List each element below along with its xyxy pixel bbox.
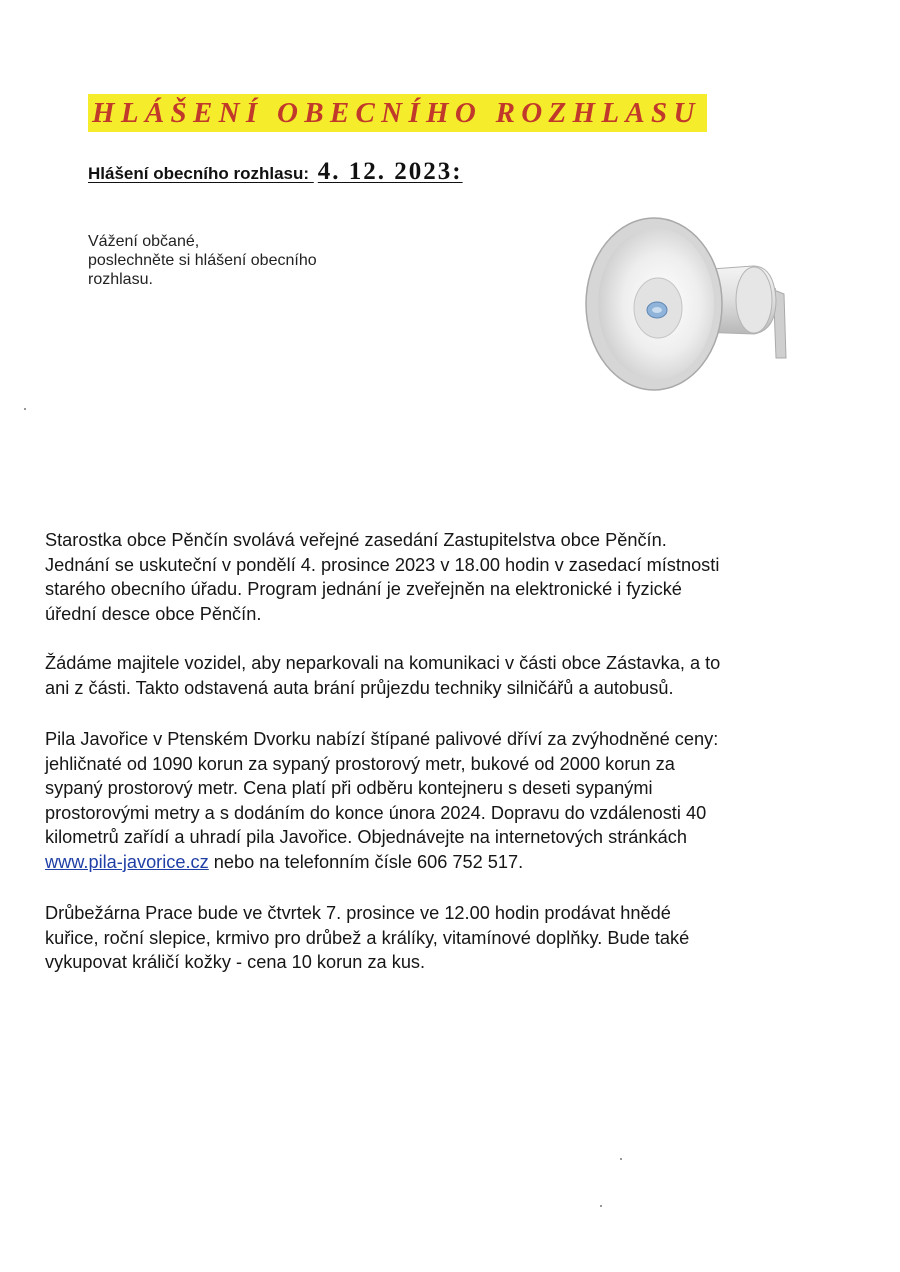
website-link[interactable]: www.pila-javorice.cz xyxy=(45,851,209,872)
greeting-line: Vážení občané, xyxy=(88,233,200,250)
paragraph-line: Pila Javořice v Ptenském Dvorku nabízí štípané palivové dříví za zvýhodněné ceny: xyxy=(45,729,719,749)
paragraph-line: ani z části. Takto odstavená auta brání průjezdu techniky silničářů a autobusů. xyxy=(45,677,674,698)
paragraph-line: Starostka obce Pěnčín svolává veřejné zasedání Zastupitelstva obce Pěnčín. xyxy=(45,530,667,550)
paragraph-line: prostorovými metry a s dodáním do konce února 2024. Dopravu do vzdálenosti 40 xyxy=(45,802,707,823)
paragraph-line: úřední desce obce Pěnčín. xyxy=(45,603,262,624)
subtitle-label: Hlášení obecního rozhlasu: xyxy=(88,164,310,183)
announcement-poultry xyxy=(45,901,875,975)
paragraph-line: jehličnaté od 1090 korun za sypaný prostorový metr, bukové od 2000 korun za xyxy=(45,753,675,774)
announcement-date: 4. 12. 2023: xyxy=(317,158,463,185)
phone-text: nebo na telefonním čísle 606 752 517. xyxy=(208,851,524,872)
announcement-date-heading xyxy=(88,158,463,186)
megaphone-icon xyxy=(578,208,798,398)
scan-speck xyxy=(600,1205,602,1207)
greeting-line: poslechněte si hlášení obecního xyxy=(88,252,317,269)
paragraph-line: Drůbežárna Prace bude ve čtvrtek 7. prosince ve 12.00 hodin prodávat hnědé xyxy=(45,903,671,923)
paragraph-line: kilometrů zařídí a uhradí pila Javořice. Objednávejte na internetových stránkách xyxy=(45,827,687,847)
greeting-line: rozhlasu. xyxy=(88,271,153,288)
scan-speck xyxy=(24,408,26,410)
greeting xyxy=(88,232,317,289)
announcement-parking xyxy=(45,651,875,700)
paragraph-line: vykupovat králičí kožky - cena 10 korun za kus. xyxy=(45,952,426,972)
paragraph-line xyxy=(45,850,875,875)
paragraph-line: starého obecního úřadu. Program jednání je zveřejněn na elektronické i fyzické xyxy=(45,579,682,599)
announcement-council-meeting xyxy=(45,528,875,626)
paragraph-line: kuřice, roční slepice, krmivo pro drůbež a králíky, vitamínové doplňky. Bude také xyxy=(45,927,690,948)
page-title: HLÁŠENÍ OBECNÍHO ROZHLASU xyxy=(88,94,707,132)
paragraph-line: sypaný prostorový metr. Cena platí při odběru kontejneru s deseti sypanými xyxy=(45,778,653,798)
scan-speck xyxy=(620,1158,622,1160)
paragraph-line: Jednání se uskuteční v pondělí 4. prosince 2023 v 18.00 hodin v zasedací místnosti xyxy=(45,554,720,575)
paragraph-line: Žádáme majitele vozidel, aby neparkovali na komunikaci v části obce Zástavka, a to xyxy=(45,653,721,673)
announcement-firewood xyxy=(45,727,875,874)
